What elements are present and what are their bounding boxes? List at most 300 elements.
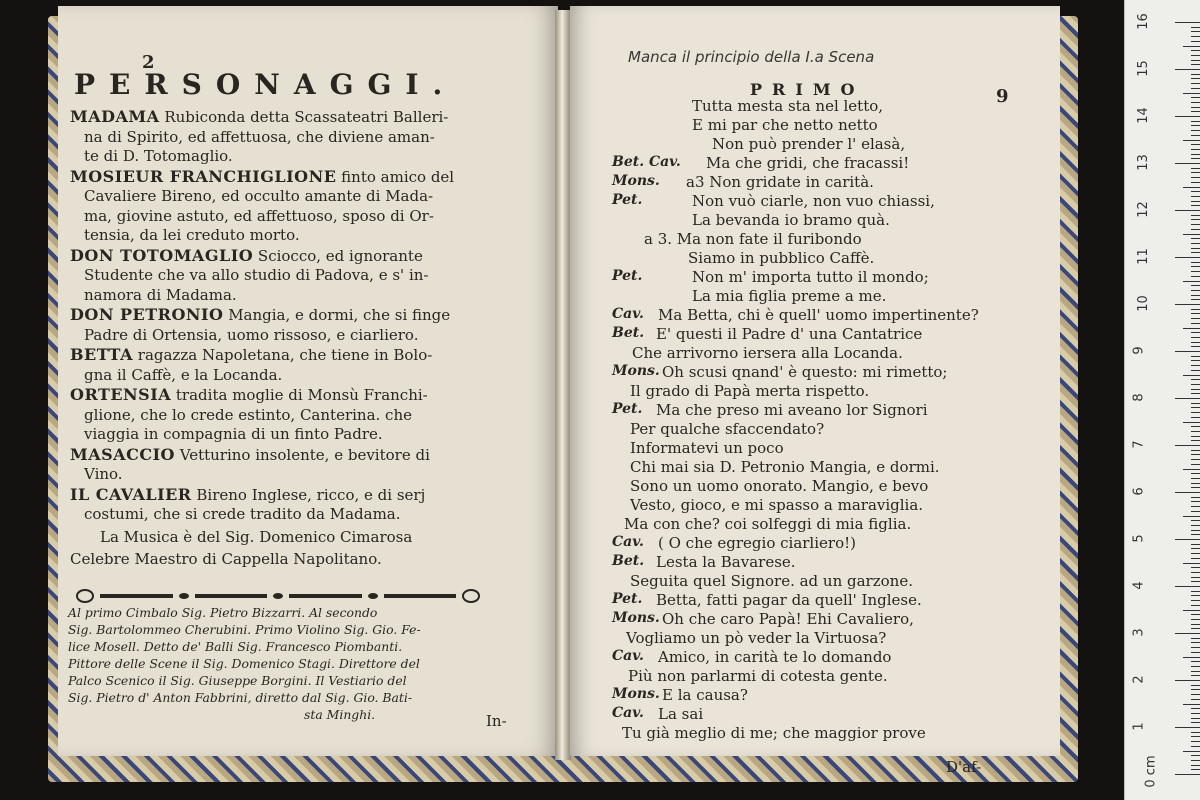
- ruler-tick: [1183, 281, 1200, 282]
- ruler-tick: [1191, 765, 1200, 766]
- ruler-tick: [1191, 332, 1200, 333]
- character-entry: [70, 246, 480, 306]
- character-description-line: tensia, da lei creduto morto.: [84, 226, 300, 244]
- character-description-line: na di Spirito, ed affettuosa, che diviene aman-: [84, 127, 435, 146]
- ruler-tick: [1191, 581, 1200, 582]
- dialogue-line: [612, 648, 1032, 667]
- ruler-tick: [1191, 530, 1200, 531]
- dialogue-text: [612, 97, 1032, 743]
- ruler-label: 7: [1131, 440, 1147, 449]
- dialogue-line: [612, 344, 1032, 363]
- ruler-tick: [1183, 187, 1200, 188]
- ruler-tick: [1191, 102, 1200, 103]
- dialogue-line: [612, 724, 1032, 743]
- character-description-line: namora di Madama.: [84, 285, 237, 304]
- dialogue-line: [612, 97, 1032, 116]
- dialogue-line: [612, 686, 1032, 705]
- dialogue-line: [612, 515, 1032, 534]
- ruler-tick: [1191, 168, 1200, 169]
- ruler-label: 11: [1135, 248, 1151, 265]
- credits-line: lice Mosell. Detto de' Balli Sig. Francesco Piombanti.: [68, 639, 403, 654]
- ruler-tick: [1191, 27, 1200, 28]
- dialogue-text-line: Amico, in carità te lo domando: [658, 648, 892, 666]
- ruler-tick: [1175, 492, 1200, 493]
- ruler-tick: [1191, 337, 1200, 338]
- credits-line: Pittore delle Scene il Sig. Domenico Stagi. Direttore del: [68, 656, 420, 671]
- ruler-tick: [1191, 370, 1200, 371]
- character-description-line: Vino.: [84, 465, 123, 483]
- ruler-tick: [1191, 577, 1200, 578]
- ruler-tick: [1191, 271, 1200, 272]
- ruler-tick: [1175, 398, 1200, 399]
- character-name: DON PETRONIO: [70, 305, 224, 324]
- dialogue-text-line: Più non parlarmi di cotesta gente.: [628, 667, 888, 685]
- character-description-line: Vetturino insolente, e bevitore di: [174, 445, 430, 464]
- ruler-label: 15: [1135, 60, 1151, 77]
- character-entry: [70, 485, 480, 525]
- dialogue-line: [612, 534, 1032, 553]
- ruler-tick: [1191, 483, 1200, 484]
- ruler-tick: [1191, 196, 1200, 197]
- ruler-tick: [1191, 685, 1200, 686]
- ruler-tick: [1191, 158, 1200, 159]
- ruler-tick: [1191, 309, 1200, 310]
- ruler-tick: [1191, 454, 1200, 455]
- ruler-tick: [1191, 191, 1200, 192]
- dialogue-text-line: Betta, fatti pagar da quell' Inglese.: [656, 591, 922, 609]
- ruler-tick: [1191, 647, 1200, 648]
- ruler-tick: [1191, 64, 1200, 65]
- ruler-tick: [1191, 318, 1200, 319]
- dialogue-line: [612, 477, 1032, 496]
- ruler-tick: [1183, 93, 1200, 94]
- dialogue-line: [612, 211, 1032, 230]
- ruler-tick: [1191, 689, 1200, 690]
- ruler-tick: [1183, 46, 1200, 47]
- ruler-tick: [1191, 600, 1200, 601]
- character-name: DON TOTOMAGLIO: [70, 245, 254, 265]
- ruler-tick: [1175, 163, 1200, 164]
- credits-line: Sig. Bartolommeo Cherubini. Primo Violino Sig. Gio. Fe-: [68, 622, 421, 637]
- ruler-tick: [1191, 718, 1200, 719]
- dialogue-text-line: E mi par che netto netto: [692, 116, 878, 134]
- ruler-tick: [1183, 469, 1200, 470]
- music-credit-line: La Musica è del Sig. Domenico Cimarosa: [100, 528, 413, 546]
- character-description-line: Cavaliere Bireno, ed occulto amante di Mada-: [84, 187, 434, 205]
- ruler-tick: [1191, 172, 1200, 173]
- ruler-tick: [1175, 351, 1200, 352]
- ruler-tick: [1191, 393, 1200, 394]
- character-description-line: ragazza Napoletana, che tiene in Bolo-: [133, 346, 433, 364]
- speaker-label: Bet.: [612, 325, 645, 341]
- dialogue-text-line: Non può prender l' elasà,: [712, 135, 906, 153]
- ruler-tick: [1191, 342, 1200, 343]
- performers-credits: [68, 604, 488, 723]
- character-description-line: Rubiconda detta Scassateatri Balleri-: [159, 108, 449, 126]
- speaker-label: Cav.: [612, 534, 644, 550]
- ruler-label: 5: [1131, 534, 1147, 543]
- character-entry: [70, 445, 480, 485]
- dialogue-text-line: Sono un uomo onorato. Mangio, e bevo: [630, 477, 929, 495]
- ruler-tick: [1191, 229, 1200, 230]
- dialogue-text-line: Chi mai sia D. Petronio Mangia, e dormi.: [630, 458, 940, 476]
- character-description-line: viaggia in compagnia di un finto Padre.: [84, 425, 383, 443]
- ruler-tick: [1191, 431, 1200, 432]
- character-name: BETTA: [70, 345, 133, 364]
- speaker-label: Pet.: [612, 268, 643, 284]
- ruler-tick: [1191, 661, 1200, 662]
- ruler-tick: [1191, 605, 1200, 606]
- ruler-tick: [1191, 760, 1200, 761]
- speaker-label: Mons.: [612, 173, 660, 189]
- ruler-tick: [1191, 356, 1200, 357]
- ruler-tick: [1191, 412, 1200, 413]
- speaker-label: Mons.: [612, 686, 660, 702]
- ruler-tick: [1183, 610, 1200, 611]
- character-description-line: Mangia, e dormi, che si finge: [223, 306, 451, 324]
- character-name: ORTENSIA: [70, 385, 172, 404]
- speaker-label: Bet. Cav.: [612, 154, 681, 170]
- ruler-tick: [1191, 290, 1200, 291]
- music-credit: [70, 526, 500, 570]
- dialogue-text-line: Seguita quel Signore. ad un garzone.: [630, 572, 913, 590]
- credits-line: Palco Scenico il Sig. Giuseppe Borgini. Il Vestiario del: [68, 673, 407, 688]
- ruler-tick: [1191, 713, 1200, 714]
- dialogue-line: [612, 230, 1032, 249]
- character-description-line: Padre di Ortensia, uomo rissoso, e ciarliero.: [84, 325, 419, 344]
- ruler-tick: [1191, 671, 1200, 672]
- ruler-tick: [1175, 69, 1200, 70]
- ruler-tick: [1191, 736, 1200, 737]
- speaker-label: Cav.: [612, 648, 644, 664]
- ruler-tick: [1191, 379, 1200, 380]
- dialogue-text-line: ( O che egregio ciarliero!): [658, 534, 856, 552]
- dialogue-line: [612, 306, 1032, 325]
- ruler-tick: [1191, 572, 1200, 573]
- ruler-tick: [1191, 313, 1200, 314]
- ruler-tick: [1191, 285, 1200, 286]
- ruler-tick: [1191, 666, 1200, 667]
- character-description-line: te di D. Totomaglio.: [84, 147, 233, 165]
- dialogue-text-line: Lesta la Bavarese.: [656, 553, 796, 571]
- ruler-tick: [1191, 83, 1200, 84]
- ruler-tick: [1191, 384, 1200, 385]
- ruler-tick: [1191, 694, 1200, 695]
- speaker-label: Pet.: [612, 591, 643, 607]
- speaker-label: Pet.: [612, 401, 643, 417]
- ruler-tick: [1183, 563, 1200, 564]
- ruler-tick: [1191, 487, 1200, 488]
- ruler-tick: [1191, 501, 1200, 502]
- ruler-tick: [1191, 638, 1200, 639]
- ruler-label: 16: [1135, 13, 1151, 30]
- character-description-line: glione, che lo crede estinto, Canterina. che: [84, 405, 412, 424]
- ruler-label: 12: [1135, 201, 1151, 218]
- ruler-tick: [1191, 403, 1200, 404]
- measurement-ruler: [1124, 0, 1200, 800]
- dialogue-line: [612, 173, 1032, 192]
- ruler-tick: [1183, 657, 1200, 658]
- ruler-tick: [1191, 525, 1200, 526]
- ruler-tick: [1191, 417, 1200, 418]
- dialogue-line: [612, 382, 1032, 401]
- ruler-tick: [1191, 224, 1200, 225]
- dialogue-line: [612, 572, 1032, 591]
- dialogue-line: [612, 553, 1032, 572]
- credits-line: Al primo Cimbalo Sig. Pietro Bizzarri. Al secondo: [68, 605, 378, 620]
- ruler-tick: [1191, 154, 1200, 155]
- speaker-label: Bet.: [612, 553, 645, 569]
- dialogue-line: [612, 192, 1032, 211]
- ruler-tick: [1191, 135, 1200, 136]
- ruler-tick: [1191, 473, 1200, 474]
- dialogue-line: [612, 116, 1032, 135]
- ruler-tick: [1191, 619, 1200, 620]
- character-name: MOSIEUR FRANCHIGLIONE: [70, 166, 337, 186]
- ruler-tick: [1191, 121, 1200, 122]
- dialogue-text-line: E' questi il Padre d' una Cantatrice: [656, 325, 923, 343]
- credits-line: Sig. Pietro d' Anton Fabbrini, diretto dal Sig. Gio. Bati-: [68, 690, 413, 705]
- ruler-tick: [1183, 516, 1200, 517]
- character-description-line: finto amico del: [336, 167, 455, 186]
- dialogue-text-line: Ma Betta, chi è quell' uomo impertinente?: [658, 306, 979, 324]
- ruler-tick: [1191, 144, 1200, 145]
- ruler-tick: [1191, 459, 1200, 460]
- ruler-label: 1: [1131, 722, 1147, 731]
- left-catchword: In-: [486, 712, 507, 730]
- character-entry: [70, 167, 480, 246]
- ruler-tick: [1191, 130, 1200, 131]
- ruler-tick: [1183, 375, 1200, 376]
- ruler-tick: [1175, 22, 1200, 23]
- ruler-tick: [1175, 304, 1200, 305]
- ruler-tick: [1191, 177, 1200, 178]
- ruler-tick: [1191, 41, 1200, 42]
- ruler-label: 14: [1135, 107, 1151, 124]
- ruler-tick: [1183, 234, 1200, 235]
- character-list: [70, 107, 480, 525]
- ruler-tick: [1191, 450, 1200, 451]
- ruler-tick: [1191, 769, 1200, 770]
- ruler-tick: [1191, 675, 1200, 676]
- dialogue-line: [612, 591, 1032, 610]
- character-description-line: Bireno Inglese, ricco, e di serj: [191, 485, 426, 504]
- ruler-tick: [1183, 704, 1200, 705]
- ruler-tick: [1191, 182, 1200, 183]
- ruler-tick: [1191, 276, 1200, 277]
- ruler-tick: [1191, 219, 1200, 220]
- ruler-tick: [1191, 534, 1200, 535]
- ruler-tick: [1191, 365, 1200, 366]
- ornamental-divider: [76, 588, 480, 604]
- character-description-line: costumi, che si crede tradito da Madama.: [84, 505, 401, 523]
- dialogue-text-line: Ma che preso mi aveano lor Signori: [656, 401, 928, 419]
- ruler-tick: [1191, 699, 1200, 700]
- ruler-tick: [1191, 78, 1200, 79]
- ruler-tick: [1191, 511, 1200, 512]
- ruler-tick: [1191, 732, 1200, 733]
- ruler-tick: [1191, 407, 1200, 408]
- ruler-tick: [1191, 252, 1200, 253]
- dialogue-text-line: Tutta mesta sta nel letto,: [692, 97, 884, 115]
- dialogue-text-line: a 3. Ma non fate il furibondo: [644, 230, 862, 248]
- ruler-tick: [1191, 741, 1200, 742]
- speaker-label: Cav.: [612, 306, 644, 322]
- right-catchword: D'af-: [946, 758, 982, 776]
- ruler-tick: [1175, 210, 1200, 211]
- dialogue-text-line: Informatevi un poco: [630, 439, 784, 457]
- ruler-tick: [1191, 464, 1200, 465]
- dialogue-text-line: La mia figlia preme a me.: [692, 287, 887, 305]
- ruler-label: 6: [1131, 487, 1147, 496]
- ruler-tick: [1175, 586, 1200, 587]
- ruler-tick: [1191, 74, 1200, 75]
- ruler-tick: [1191, 50, 1200, 51]
- ruler-tick: [1191, 755, 1200, 756]
- character-name: MADAMA: [70, 107, 160, 126]
- ruler-tick: [1191, 595, 1200, 596]
- ruler-tick: [1191, 558, 1200, 559]
- character-description-line: ma, giovine astuto, ed affettuoso, sposo di Or-: [84, 206, 434, 225]
- dialogue-line: [612, 268, 1032, 287]
- ruler-tick: [1191, 548, 1200, 549]
- book-gutter: [555, 10, 571, 760]
- dialogue-text-line: Il grado di Papà merta rispetto.: [630, 382, 870, 400]
- ruler-tick: [1191, 436, 1200, 437]
- ruler-tick: [1183, 751, 1200, 752]
- ruler-tick: [1191, 553, 1200, 554]
- dialogue-text-line: Che arrivorno iersera alla Locanda.: [632, 344, 903, 362]
- ruler-tick: [1175, 116, 1200, 117]
- ruler-tick: [1191, 506, 1200, 507]
- character-description-line: Studente che va allo studio di Padova, e s' in-: [84, 266, 429, 284]
- dialogue-line: [612, 458, 1032, 477]
- right-page-number: 9: [996, 86, 1009, 107]
- ruler-tick: [1191, 642, 1200, 643]
- ruler-tick: [1191, 60, 1200, 61]
- dialogue-line: [612, 439, 1032, 458]
- ruler-tick: [1175, 539, 1200, 540]
- ruler-label: 8: [1131, 393, 1147, 402]
- ruler-tick: [1191, 262, 1200, 263]
- ruler-tick: [1175, 680, 1200, 681]
- ruler-tick: [1191, 266, 1200, 267]
- ruler-tick: [1183, 422, 1200, 423]
- character-entry: [70, 107, 480, 167]
- speaker-label: Cav.: [612, 705, 644, 721]
- dialogue-text-line: Oh scusi qnand' è questo: mi rimetto;: [662, 363, 948, 381]
- ruler-tick: [1183, 140, 1200, 141]
- ruler-tick: [1191, 520, 1200, 521]
- ruler-tick: [1175, 633, 1200, 634]
- ruler-tick: [1191, 591, 1200, 592]
- character-entry: [70, 385, 480, 445]
- dialogue-text-line: Siamo in pubblico Caffè.: [688, 249, 875, 267]
- dialogue-line: [612, 287, 1032, 306]
- dialogue-text-line: Ma con che? coi solfeggi di mia figlia.: [624, 515, 912, 533]
- ruler-tick: [1191, 55, 1200, 56]
- character-name: IL CAVALIER: [70, 484, 192, 504]
- dialogue-text-line: E la causa?: [662, 686, 748, 704]
- dialogue-text-line: Non m' importa tutto il mondo;: [692, 268, 929, 286]
- ruler-tick: [1191, 107, 1200, 108]
- dialogue-line: [612, 249, 1032, 268]
- ruler-tick: [1191, 299, 1200, 300]
- ruler-tick: [1191, 201, 1200, 202]
- ruler-label: 3: [1131, 628, 1147, 637]
- dialogue-line: [612, 154, 1032, 173]
- handwritten-note: Manca il principio della I.a Scena: [628, 48, 875, 66]
- ruler-label: 4: [1131, 581, 1147, 590]
- dialogue-text-line: Per qualche sfaccendato?: [630, 420, 825, 438]
- dialogue-line: [612, 363, 1032, 382]
- act-heading: PRIMO: [750, 80, 865, 99]
- ruler-tick: [1191, 708, 1200, 709]
- ruler-tick: [1191, 567, 1200, 568]
- character-name: MASACCIO: [70, 444, 175, 464]
- ruler-tick: [1191, 652, 1200, 653]
- ruler-tick: [1191, 722, 1200, 723]
- dialogue-text-line: Non vuò ciarle, non vuo chiassi,: [692, 192, 935, 210]
- ruler-tick: [1191, 205, 1200, 206]
- ruler-tick: [1191, 31, 1200, 32]
- ruler-tick: [1183, 328, 1200, 329]
- ruler-tick: [1191, 248, 1200, 249]
- character-entry: [70, 305, 480, 345]
- dialogue-line: [612, 420, 1032, 439]
- speaker-label: Mons.: [612, 363, 660, 379]
- ruler-tick: [1191, 215, 1200, 216]
- ruler-tick: [1191, 478, 1200, 479]
- ruler-tick: [1191, 238, 1200, 239]
- dialogue-text-line: Vogliamo un pò veder la Virtuosa?: [626, 629, 887, 647]
- ruler-tick: [1191, 497, 1200, 498]
- dialogue-text-line: Tu già meglio di me; che maggior prove: [622, 724, 926, 742]
- dialogue-text-line: Oh che caro Papà! Ehi Cavaliero,: [662, 610, 914, 628]
- dialogue-line: [612, 705, 1032, 724]
- character-description-line: tradita moglie di Monsù Franchi-: [171, 386, 428, 404]
- ruler-tick: [1191, 360, 1200, 361]
- ruler-tick: [1191, 624, 1200, 625]
- dialogue-line: [612, 610, 1032, 629]
- ruler-tick: [1191, 125, 1200, 126]
- ruler-tick: [1191, 111, 1200, 112]
- ruler-label: 2: [1131, 675, 1147, 684]
- ruler-tick: [1175, 727, 1200, 728]
- dialogue-line: [612, 667, 1032, 686]
- ruler-label: 9: [1131, 346, 1147, 355]
- dialogue-line: [612, 401, 1032, 420]
- character-description-line: Sciocco, ed ignorante: [253, 246, 423, 265]
- ruler-tick: [1191, 323, 1200, 324]
- speaker-label: Pet.: [612, 192, 643, 208]
- ruler-tick: [1191, 243, 1200, 244]
- ruler-label: 13: [1135, 154, 1151, 171]
- dialogue-text-line: Ma che gridi, che fracassi!: [706, 154, 910, 172]
- music-credit-line: Celebre Maestro di Cappella Napolitano.: [70, 550, 382, 568]
- ruler-tick: [1191, 746, 1200, 747]
- ruler-tick: [1191, 97, 1200, 98]
- page-title: PERSONAGGI.: [74, 68, 457, 101]
- ruler-label: 10: [1135, 295, 1151, 312]
- ruler-tick: [1191, 426, 1200, 427]
- dialogue-text-line: La bevanda io bramo quà.: [692, 211, 890, 229]
- dialogue-text-line: La sai: [658, 705, 704, 723]
- ruler-tick: [1191, 346, 1200, 347]
- left-page-number: 2: [142, 52, 155, 73]
- ruler-tick: [1191, 614, 1200, 615]
- ruler-tick: [1191, 36, 1200, 37]
